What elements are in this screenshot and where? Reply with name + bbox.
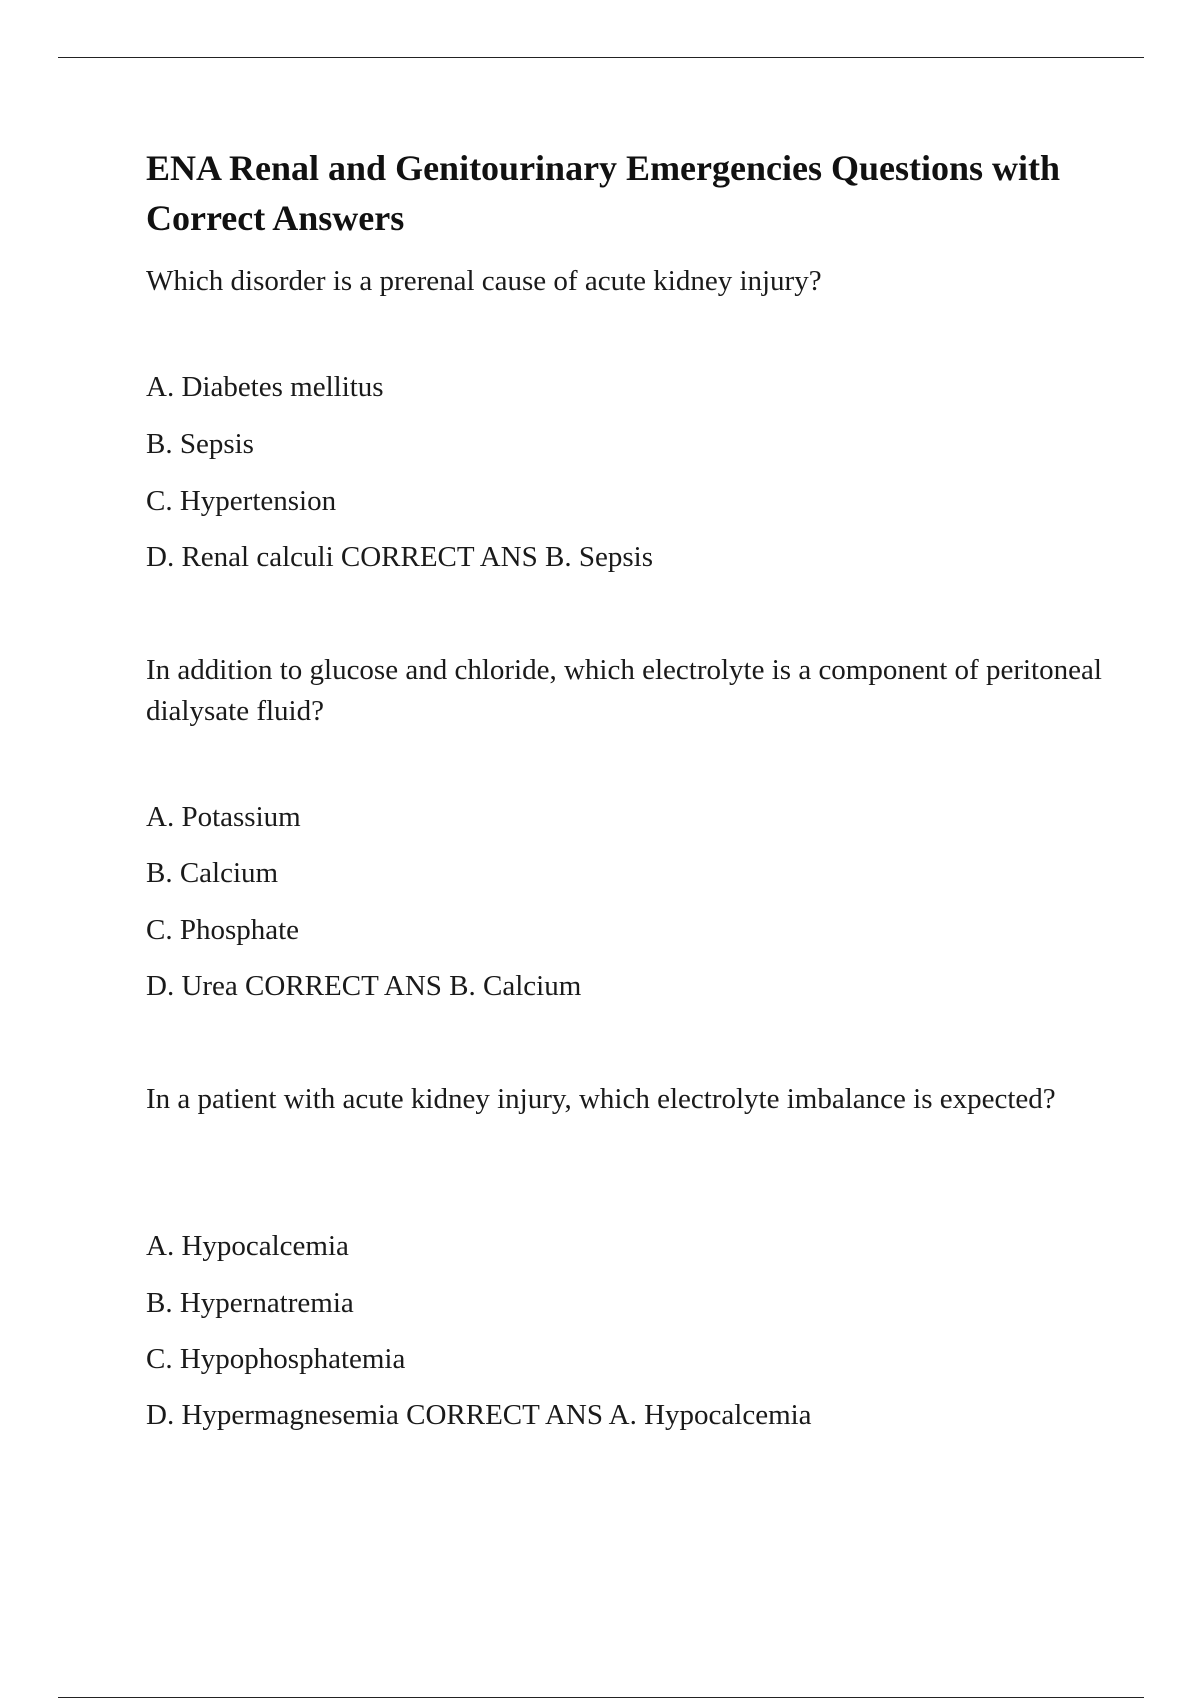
question-2-prompt: In addition to glucose and chloride, which electrolyte is a component of peritoneal dialysate fluid? bbox=[146, 654, 1102, 727]
question-3-option-c: C. Hypophosphatemia bbox=[146, 1343, 406, 1375]
question-3-option-b: B. Hypernatremia bbox=[146, 1287, 354, 1319]
question-1-option-c: C. Hypertension bbox=[146, 485, 337, 517]
question-3-option-a: A. Hypocalcemia bbox=[146, 1230, 349, 1262]
question-2-option-a: A. Potassium bbox=[146, 801, 301, 833]
question-3-option-d: D. Hypermagnesemia CORRECT ANS A. Hypocalcemia bbox=[146, 1399, 812, 1431]
question-2-option-b: B. Calcium bbox=[146, 857, 279, 889]
question-1-prompt: Which disorder is a prerenal cause of acute kidney injury? bbox=[146, 265, 822, 297]
question-1-option-d: D. Renal calculi CORRECT ANS B. Sepsis bbox=[146, 541, 653, 573]
question-1-option-a: A. Diabetes mellitus bbox=[146, 371, 384, 403]
question-3-prompt: In a patient with acute kidney injury, which electrolyte imbalance is expected? bbox=[146, 1083, 1056, 1115]
question-1-option-b: B. Sepsis bbox=[146, 428, 254, 460]
document-title: ENA Renal and Genitourinary Emergencies Questions with Correct Answers bbox=[146, 148, 1061, 238]
question-2-option-d: D. Urea CORRECT ANS B. Calcium bbox=[146, 970, 582, 1002]
question-2-option-c: C. Phosphate bbox=[146, 914, 300, 946]
header-rule bbox=[58, 57, 1144, 58]
footer-rule bbox=[58, 1697, 1144, 1698]
